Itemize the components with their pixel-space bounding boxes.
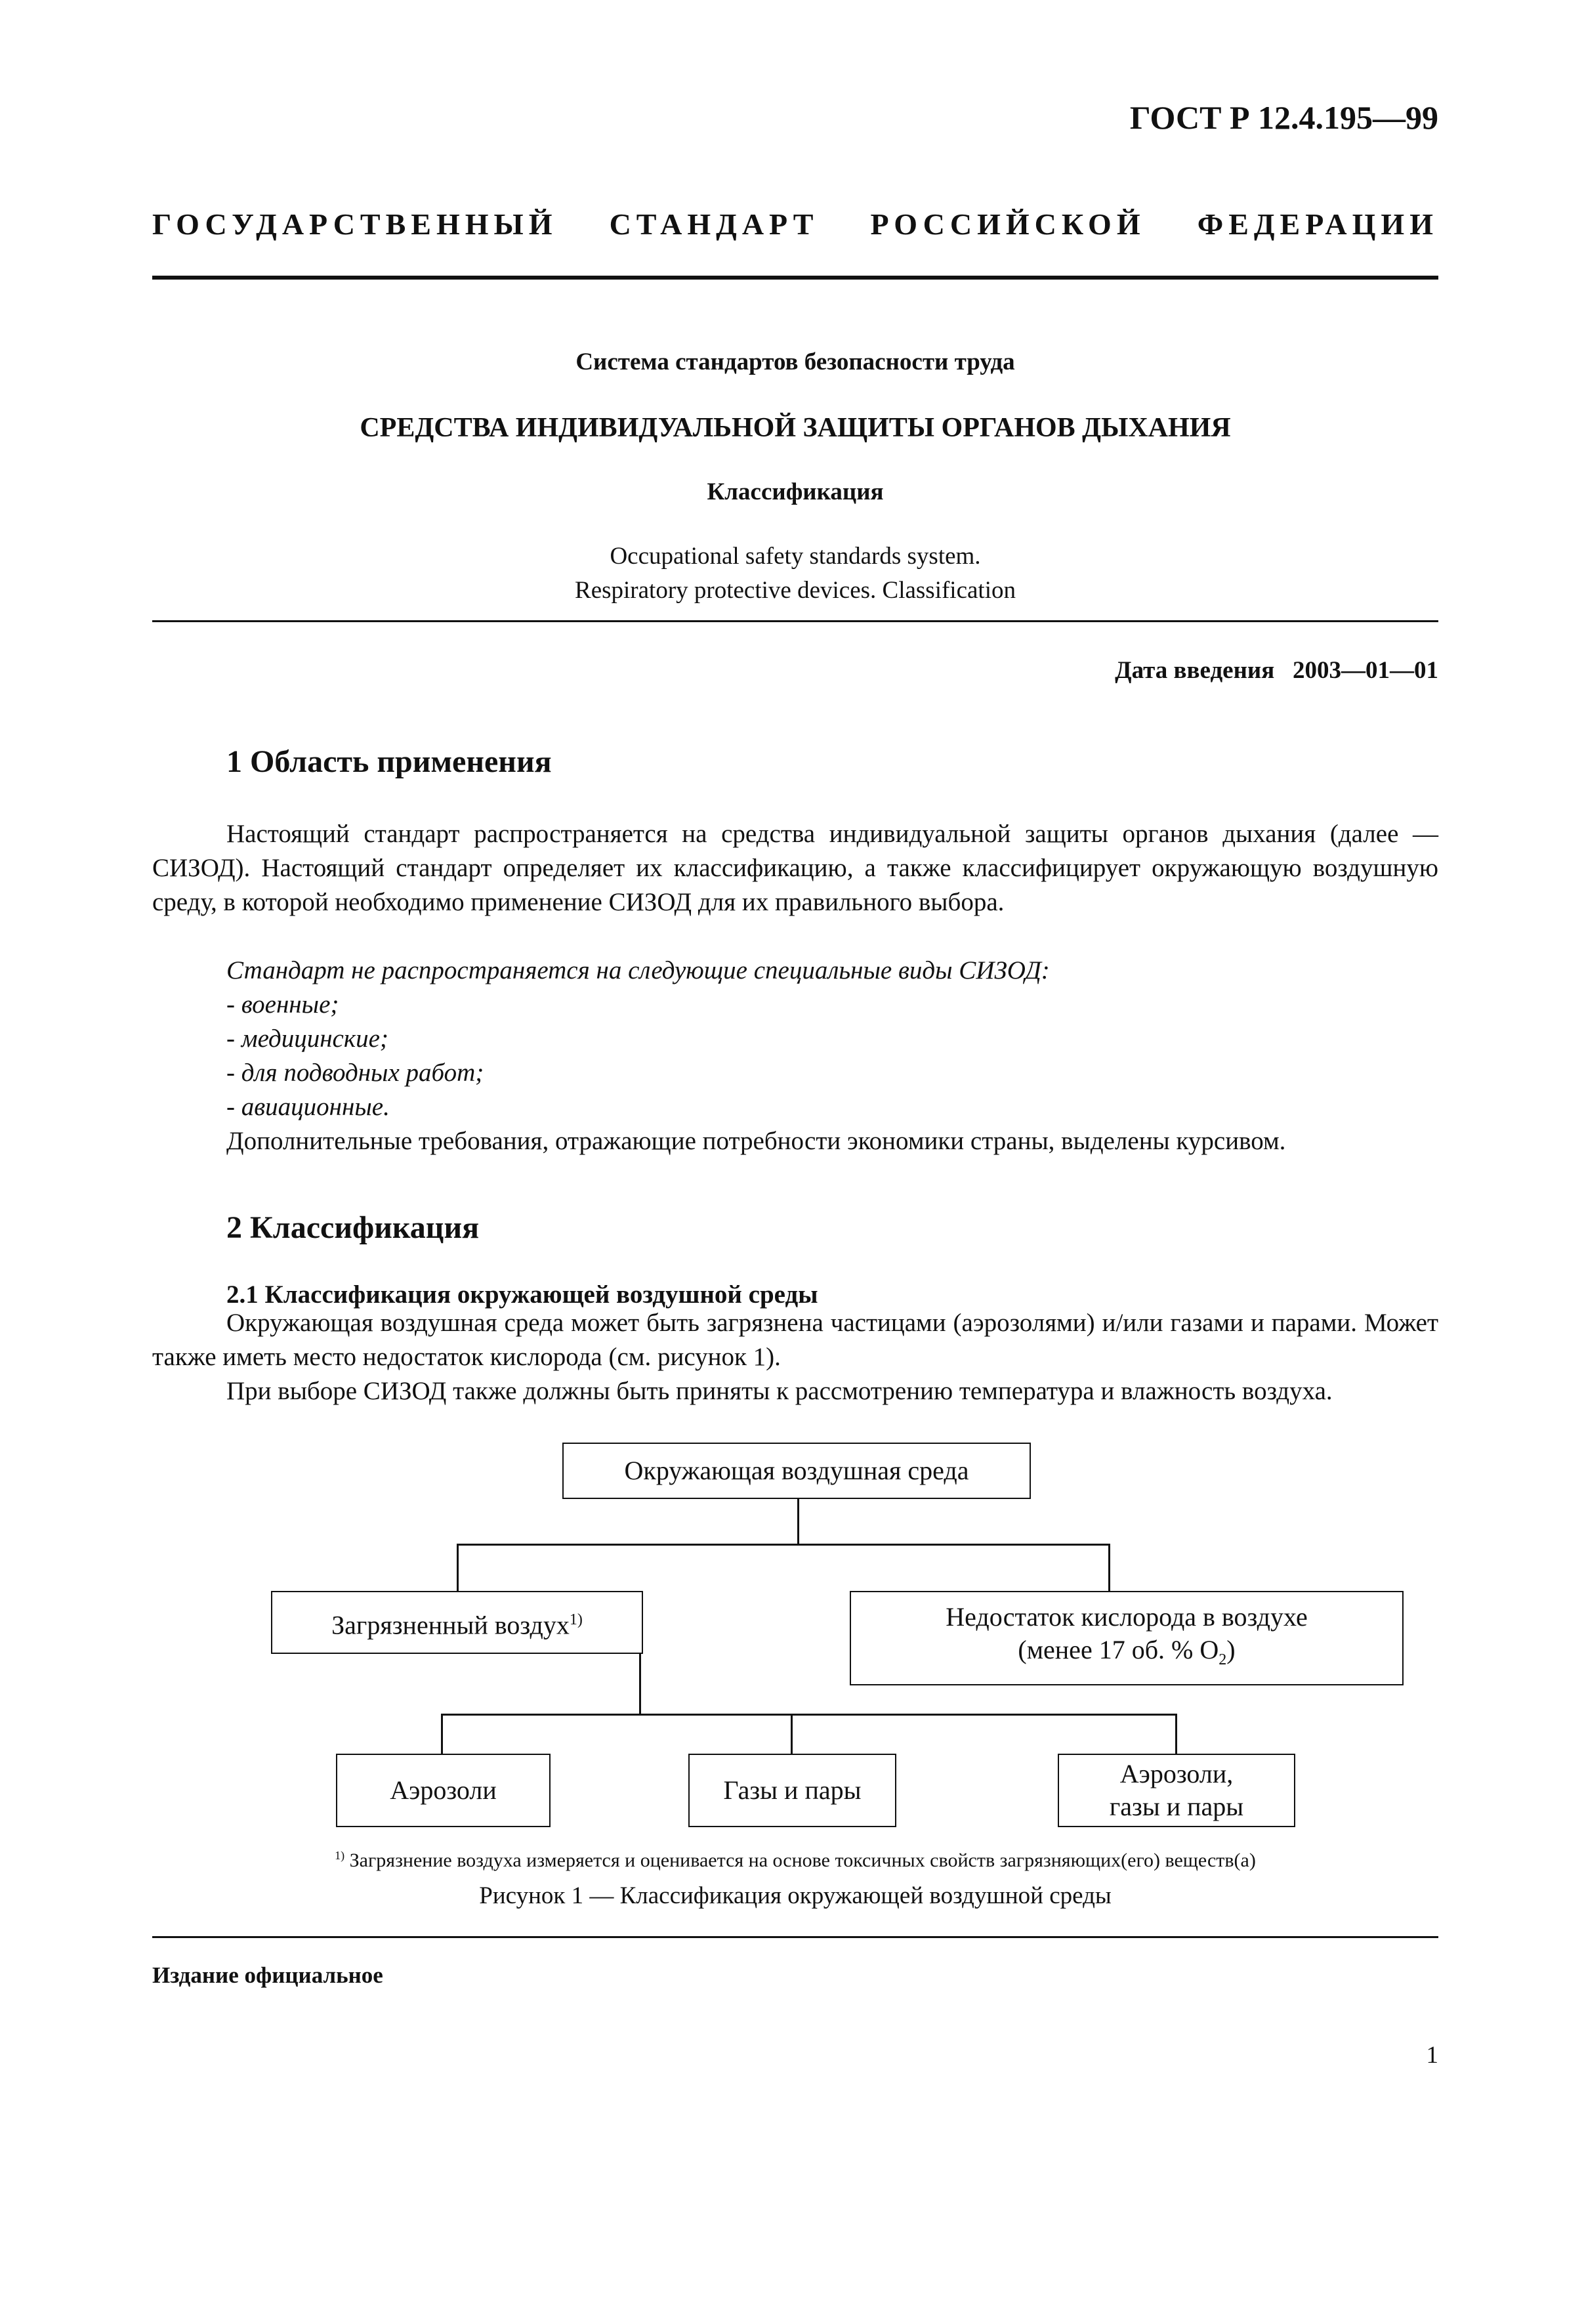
figure-caption: Рисунок 1 — Классификация окружающей воздушной среды [479,1882,1112,1909]
diagram-gases-box: Газы и пары [688,1754,896,1827]
intro-date-value: 2003—01—01 [1293,657,1438,684]
diagram-oxygen-box [850,1591,1404,1685]
footnote-text: Загрязнение воздуха измеряется и оценивается на основе токсичных свойств загрязняющих(его) веществ(а) [344,1849,1256,1871]
connector-line [457,1544,459,1591]
english-title-line: Occupational safety standards system. [610,543,981,570]
polluted-label: Загрязненный воздух [331,1610,570,1640]
diagram-root-box: Окружающая воздушная среда [562,1443,1031,1499]
system-title: Система стандартов безопасности труда [575,349,1015,375]
document-code: ГОСТ Р 12.4.195—99 [1129,99,1438,136]
connector-line [457,1544,1110,1546]
exclusion-item: - для подводных работ; [226,1059,484,1087]
section-2-paragraph [152,1374,1438,1408]
section-2-paragraph [152,1306,1438,1374]
intro-date-label: Дата введения [1115,657,1275,684]
footer-divider [152,1936,1438,1938]
state-title-word: ГОСУДАРСТВЕННЫЙ [152,207,558,241]
page-number: 1 [1426,2042,1438,2069]
section-2-text: При выборе СИЗОД также должны быть приняты к рассмотрению температура и влажность воздуха. [226,1377,1333,1405]
section-2-1-heading: 2.1 Классификация окружающей воздушной среды [226,1280,818,1309]
state-title-word: ФЕДЕРАЦИИ [1197,207,1438,241]
oxygen-label-line: (менее 17 об. % $O_2$) [1018,1634,1236,1668]
connector-line [797,1498,799,1545]
section-1-heading: 1 Область применения [226,744,552,779]
header-divider [152,276,1438,280]
section-1-paragraph [152,817,1438,919]
diagram-aerosols-box: Аэрозоли [336,1754,551,1827]
mixed-label-line: газы и пары [1109,1792,1244,1821]
diagram-mixed-box [1058,1754,1295,1827]
connector-line [1108,1544,1110,1591]
connector-line [639,1653,641,1715]
section-1-text: Настоящий стандарт распространяется на средства индивидуальной защиты органов дыхания (далее — СИЗОД). Настоящий стандарт определяет их классификацию, а также классифицирует окружающую воздушную среду, в которой необходимо применение СИЗОД для их правильного выбора. [152,820,1438,916]
exclusion-item: - военные; [226,990,339,1019]
state-title-word: СТАНДАРТ [609,207,819,241]
footnote-mark: 1) [569,1611,583,1628]
state-title-word: РОССИЙСКОЙ [870,207,1146,241]
introduction-date [1115,656,1438,685]
connector-line [441,1714,443,1754]
english-title-line: Respiratory protective devices. Classification [575,577,1016,604]
footnote-mark: 1) [335,1849,345,1862]
mixed-label-line: Аэрозоли, [1119,1759,1234,1788]
connector-line [791,1714,793,1754]
official-edition-label: Издание официальное [152,1962,383,1988]
figure-footnote [152,1849,1438,1872]
exclusion-item: - медицинские; [226,1025,388,1053]
diagram-polluted-box [271,1591,643,1654]
subtitle: Классификация [707,478,884,505]
main-title: СРЕДСТВА ИНДИВИДУАЛЬНОЙ ЗАЩИТЫ ОРГАНОВ ДЫХАНИЯ [360,413,1231,443]
connector-line [1175,1714,1177,1754]
section-2-heading: 2 Классификация [226,1210,480,1245]
state-standard-title [152,207,1438,242]
section-1-additional [152,1124,1438,1158]
additional-text: Дополнительные требования, отражающие потребности экономики страны, выделены курсивом. [226,1127,1286,1155]
exclusion-intro: Стандарт не распространяется на следующие специальные виды СИЗОД: [226,956,1050,984]
oxygen-label-line: Недостаток кислорода в воздухе [946,1601,1308,1632]
section-2-text: Окружающая воздушная среда может быть загрязнена частицами (аэрозолями) и/или газами и парами. Может также иметь место недостаток кислорода (см. рисунок 1). [152,1309,1438,1371]
english-title [152,539,1438,608]
title-divider [152,620,1438,622]
connector-line [441,1714,1177,1716]
exclusion-item: - авиационные. [226,1093,390,1121]
